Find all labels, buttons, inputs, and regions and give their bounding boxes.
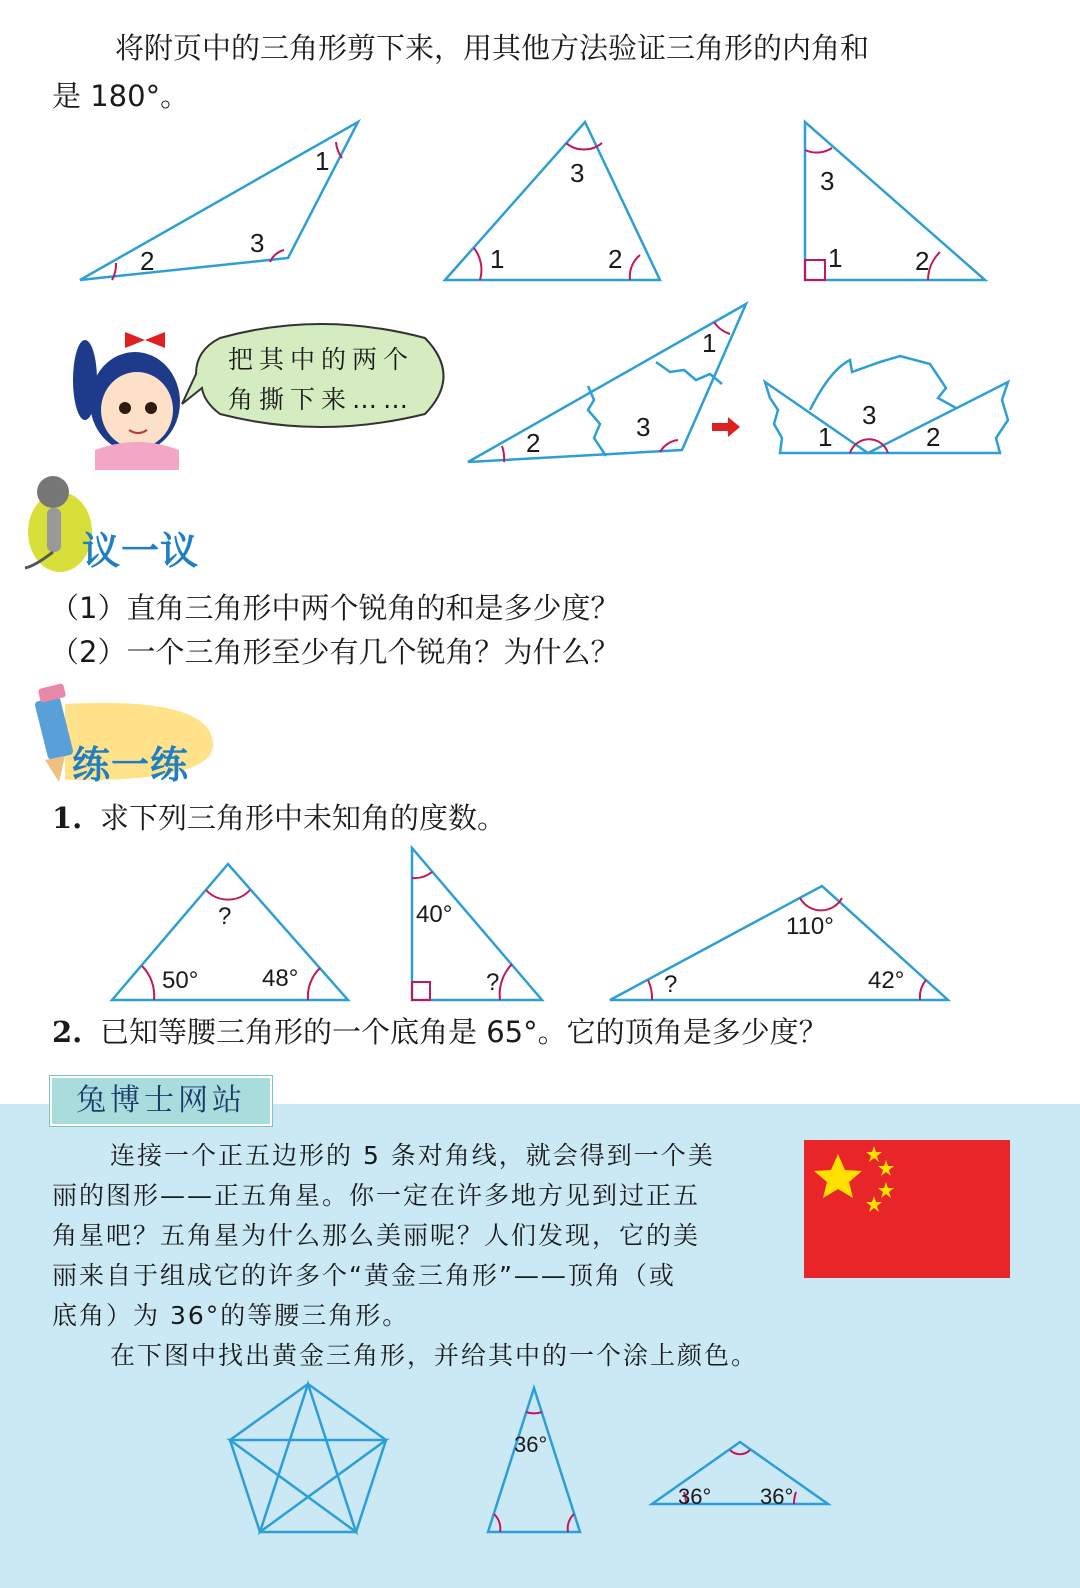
golden-triangles-figure [0,1380,1080,1580]
tri3-label-3: 3 [820,166,835,196]
problem-1-text: 求下列三角形中未知角的度数。 [100,801,507,835]
t1-right-label: 48° [262,965,299,992]
tri2-label-2: 2 [608,244,623,274]
t1-top-label: ? [218,903,232,930]
top-triangles [0,110,1080,300]
flag-image [804,1140,1010,1278]
tear-demo [460,300,1020,470]
tri1-label-1: 1 [315,146,330,176]
website-para-line-1: 连接一个正五边形的 5 条对角线，就会得到一个美 [110,1141,715,1170]
tri3-label-2: 2 [915,246,930,276]
torn-label-3: 3 [636,412,651,442]
tri3-label-1: 1 [828,243,843,273]
t2-top-label: 40° [416,901,453,928]
practice-title: 练一练 [72,743,190,787]
torn-label-1: 1 [702,328,717,358]
discuss-q2: （2）一个三角形至少有几个锐角？为什么？ [50,635,620,669]
problem-2-number: 2. [52,1015,83,1049]
result-label-2: 2 [926,422,941,452]
problem-2-text: 已知等腰三角形的一个底角是 65°。它的顶角是多少度？ [100,1015,828,1049]
speech-line-1: 把其中的两个 [228,345,415,374]
problem-1-number: 1. [52,801,83,835]
discuss-q1: （1）直角三角形中两个锐角的和是多少度？ [50,591,620,625]
gold2-right-label: 36° [760,1484,794,1509]
tri1-label-2: 2 [140,246,155,276]
torn-label-2: 2 [526,428,541,458]
t3-left-label: ? [664,971,678,998]
website-para-line-2: 丽的图形——正五角星。你一定在许多地方见到过正五 [52,1181,701,1210]
website-para-line-5: 底角）为 36°的等腰三角形。 [52,1301,410,1330]
tri2-label-3: 3 [570,158,585,188]
t3-right-label: 42° [868,967,905,994]
gold2-left-label: 36° [678,1484,712,1509]
result-label-1: 1 [818,422,833,452]
speech-line-2: 角撕下来…… [228,385,415,414]
discuss-title: 议一议 [82,529,200,573]
tri1-label-3: 3 [250,228,265,258]
tri2-label-1: 1 [490,244,505,274]
website-para-line-4: 丽来自于组成它的许多个“黄金三角形”——顶角（或 [52,1261,676,1290]
golden-triangle-1 [488,1388,580,1532]
intro-line-1: 将附页中的三角形剪下来，用其他方法验证三角形的内角和 [115,31,870,65]
triangle-2 [445,122,660,280]
website-para-line-3: 角星吧？五角星为什么那么美丽呢？人们发现，它的美 [52,1221,701,1250]
problem-1-triangles [0,840,1080,1010]
website-banner: 兔博士网站 [50,1076,272,1126]
intro-line-2: 是 180°。 [52,79,190,113]
result-label-3: 3 [862,400,877,430]
website-para-2: 在下图中找出黄金三角形，并给其中的一个涂上颜色。 [110,1341,759,1370]
t3-top-label: 110° [786,913,834,940]
t2-bottom-label: ? [486,969,500,996]
gold1-label: 36° [514,1432,548,1457]
t1-left-label: 50° [162,967,199,994]
